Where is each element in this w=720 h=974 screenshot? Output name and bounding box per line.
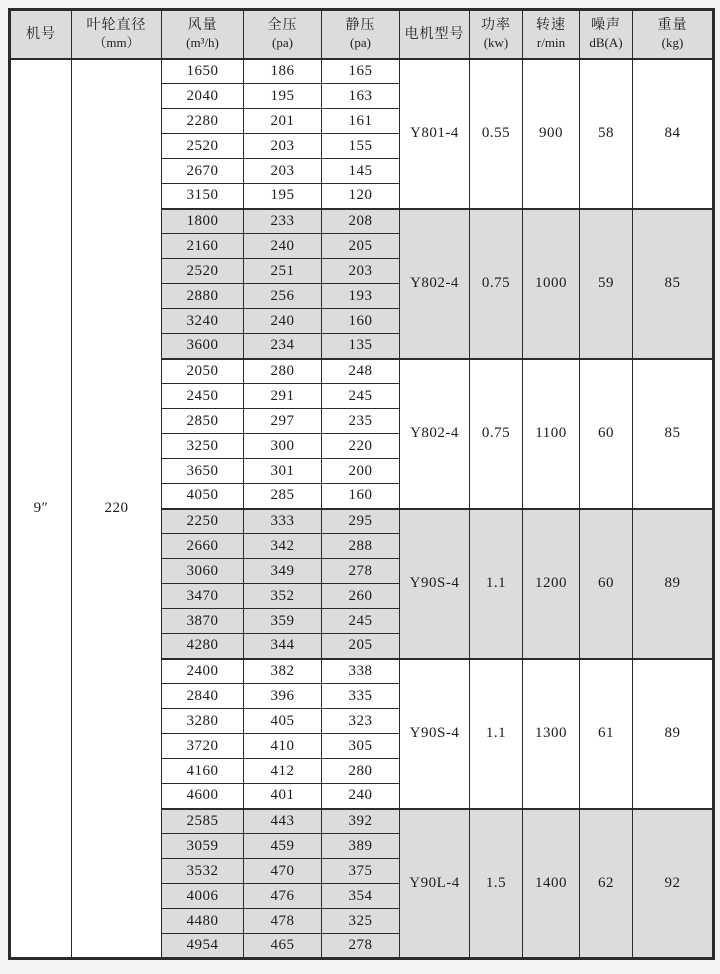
- air-volume-cell: 2670: [162, 159, 244, 184]
- power-cell: 1.5: [470, 809, 523, 959]
- static-pressure-cell: 203: [322, 259, 400, 284]
- noise-cell: 60: [580, 509, 633, 659]
- column-header-unit: (m³/h): [186, 34, 219, 50]
- weight-cell: 85: [633, 209, 714, 359]
- air-volume-cell: 2850: [162, 409, 244, 434]
- total-pressure-cell: 349: [244, 559, 322, 584]
- air-volume-cell: 4480: [162, 909, 244, 934]
- motor-model-cell: Y801-4: [400, 59, 470, 209]
- total-pressure-cell: 300: [244, 434, 322, 459]
- noise-cell: 59: [580, 209, 633, 359]
- total-pressure-cell: 233: [244, 209, 322, 234]
- air-volume-cell: 4600: [162, 784, 244, 809]
- total-pressure-cell: 291: [244, 384, 322, 409]
- column-header-speed: [523, 10, 580, 59]
- air-volume-cell: 2585: [162, 809, 244, 834]
- air-volume-cell: 2050: [162, 359, 244, 384]
- total-pressure-cell: 195: [244, 184, 322, 209]
- static-pressure-cell: 278: [322, 559, 400, 584]
- static-pressure-cell: 278: [322, 934, 400, 959]
- air-volume-cell: 3240: [162, 309, 244, 334]
- total-pressure-cell: 396: [244, 684, 322, 709]
- total-pressure-cell: 412: [244, 759, 322, 784]
- impeller-diameter-cell: 220: [72, 59, 162, 959]
- total-pressure-cell: 465: [244, 934, 322, 959]
- static-pressure-cell: 160: [322, 484, 400, 509]
- static-pressure-cell: 260: [322, 584, 400, 609]
- static-pressure-cell: 155: [322, 134, 400, 159]
- power-cell: 0.75: [470, 359, 523, 509]
- table-body: [10, 59, 714, 959]
- air-volume-cell: 3280: [162, 709, 244, 734]
- total-pressure-cell: 234: [244, 334, 322, 359]
- air-volume-cell: 2040: [162, 84, 244, 109]
- speed-cell: 1200: [523, 509, 580, 659]
- total-pressure-cell: 195: [244, 84, 322, 109]
- air-volume-cell: 2880: [162, 284, 244, 309]
- air-volume-cell: 2520: [162, 259, 244, 284]
- total-pressure-cell: 201: [244, 109, 322, 134]
- column-header-unit: （mm）: [93, 34, 140, 50]
- column-header-unit: (kg): [661, 34, 684, 50]
- air-volume-cell: 2160: [162, 234, 244, 259]
- static-pressure-cell: 354: [322, 884, 400, 909]
- static-pressure-cell: 120: [322, 184, 400, 209]
- static-pressure-cell: 389: [322, 834, 400, 859]
- static-pressure-cell: 163: [322, 84, 400, 109]
- air-volume-cell: 4954: [162, 934, 244, 959]
- column-header-unit: (kw): [483, 34, 509, 50]
- column-header-label: 叶轮直径: [86, 18, 147, 34]
- air-volume-cell: 2660: [162, 534, 244, 559]
- static-pressure-cell: 208: [322, 209, 400, 234]
- static-pressure-cell: 305: [322, 734, 400, 759]
- total-pressure-cell: 285: [244, 484, 322, 509]
- air-volume-cell: 4050: [162, 484, 244, 509]
- total-pressure-cell: 240: [244, 309, 322, 334]
- column-header-weight: [633, 10, 714, 59]
- motor-model-cell: Y802-4: [400, 359, 470, 509]
- column-header-machine-no: [10, 10, 72, 59]
- total-pressure-cell: 256: [244, 284, 322, 309]
- column-header-label: 机号: [26, 26, 56, 42]
- column-header-unit: r/min: [536, 34, 566, 50]
- table-row: [10, 59, 714, 84]
- air-volume-cell: 2400: [162, 659, 244, 684]
- power-cell: 1.1: [470, 659, 523, 809]
- total-pressure-cell: 280: [244, 359, 322, 384]
- air-volume-cell: 2840: [162, 684, 244, 709]
- column-header-label: 静压: [345, 18, 376, 34]
- static-pressure-cell: 288: [322, 534, 400, 559]
- total-pressure-cell: 203: [244, 134, 322, 159]
- column-header-unit: (pa): [350, 34, 371, 50]
- total-pressure-cell: 301: [244, 459, 322, 484]
- total-pressure-cell: 352: [244, 584, 322, 609]
- total-pressure-cell: 344: [244, 634, 322, 659]
- static-pressure-cell: 295: [322, 509, 400, 534]
- column-header-air-volume: [162, 10, 244, 59]
- total-pressure-cell: 443: [244, 809, 322, 834]
- air-volume-cell: 2280: [162, 109, 244, 134]
- air-volume-cell: 2450: [162, 384, 244, 409]
- static-pressure-cell: 280: [322, 759, 400, 784]
- total-pressure-cell: 342: [244, 534, 322, 559]
- air-volume-cell: 1800: [162, 209, 244, 234]
- column-header-impeller-diameter: [72, 10, 162, 59]
- total-pressure-cell: 470: [244, 859, 322, 884]
- column-header-label: 全压: [267, 18, 298, 34]
- total-pressure-cell: 333: [244, 509, 322, 534]
- static-pressure-cell: 135: [322, 334, 400, 359]
- air-volume-cell: 1650: [162, 59, 244, 84]
- column-header-unit: dB(A): [589, 34, 623, 50]
- motor-model-cell: Y90S-4: [400, 509, 470, 659]
- speed-cell: 900: [523, 59, 580, 209]
- air-volume-cell: 3600: [162, 334, 244, 359]
- noise-cell: 61: [580, 659, 633, 809]
- column-header-static-pressure: [322, 10, 400, 59]
- column-header-label: 功率: [481, 18, 511, 34]
- speed-cell: 1100: [523, 359, 580, 509]
- static-pressure-cell: 325: [322, 909, 400, 934]
- weight-cell: 84: [633, 59, 714, 209]
- weight-cell: 89: [633, 509, 714, 659]
- column-header-total-pressure: [244, 10, 322, 59]
- total-pressure-cell: 410: [244, 734, 322, 759]
- total-pressure-cell: 382: [244, 659, 322, 684]
- weight-cell: 92: [633, 809, 714, 959]
- total-pressure-cell: 359: [244, 609, 322, 634]
- air-volume-cell: 4280: [162, 634, 244, 659]
- static-pressure-cell: 161: [322, 109, 400, 134]
- motor-model-cell: Y802-4: [400, 209, 470, 359]
- static-pressure-cell: 245: [322, 609, 400, 634]
- power-cell: 1.1: [470, 509, 523, 659]
- air-volume-cell: 3650: [162, 459, 244, 484]
- air-volume-cell: 3720: [162, 734, 244, 759]
- column-header-label: 重量: [657, 18, 688, 34]
- static-pressure-cell: 205: [322, 234, 400, 259]
- speed-cell: 1400: [523, 809, 580, 959]
- air-volume-cell: 3150: [162, 184, 244, 209]
- fan-spec-table: [8, 8, 715, 960]
- total-pressure-cell: 203: [244, 159, 322, 184]
- air-volume-cell: 3470: [162, 584, 244, 609]
- air-volume-cell: 2250: [162, 509, 244, 534]
- air-volume-cell: 3250: [162, 434, 244, 459]
- static-pressure-cell: 200: [322, 459, 400, 484]
- static-pressure-cell: 375: [322, 859, 400, 884]
- static-pressure-cell: 205: [322, 634, 400, 659]
- column-header-label: 风量: [187, 18, 218, 34]
- static-pressure-cell: 248: [322, 359, 400, 384]
- total-pressure-cell: 297: [244, 409, 322, 434]
- static-pressure-cell: 235: [322, 409, 400, 434]
- total-pressure-cell: 401: [244, 784, 322, 809]
- column-header-power: [470, 10, 523, 59]
- total-pressure-cell: 240: [244, 234, 322, 259]
- total-pressure-cell: 459: [244, 834, 322, 859]
- static-pressure-cell: 193: [322, 284, 400, 309]
- static-pressure-cell: 323: [322, 709, 400, 734]
- speed-cell: 1300: [523, 659, 580, 809]
- column-header-noise: [580, 10, 633, 59]
- air-volume-cell: 2520: [162, 134, 244, 159]
- static-pressure-cell: 245: [322, 384, 400, 409]
- column-header-motor-model: [400, 10, 470, 59]
- column-header-label: 转速: [536, 18, 566, 34]
- air-volume-cell: 4160: [162, 759, 244, 784]
- power-cell: 0.75: [470, 209, 523, 359]
- motor-model-cell: Y90L-4: [400, 809, 470, 959]
- total-pressure-cell: 186: [244, 59, 322, 84]
- total-pressure-cell: 478: [244, 909, 322, 934]
- static-pressure-cell: 165: [322, 59, 400, 84]
- total-pressure-cell: 251: [244, 259, 322, 284]
- weight-cell: 89: [633, 659, 714, 809]
- static-pressure-cell: 160: [322, 309, 400, 334]
- total-pressure-cell: 476: [244, 884, 322, 909]
- air-volume-cell: 3532: [162, 859, 244, 884]
- noise-cell: 62: [580, 809, 633, 959]
- power-cell: 0.55: [470, 59, 523, 209]
- static-pressure-cell: 338: [322, 659, 400, 684]
- header-row: [10, 10, 714, 59]
- air-volume-cell: 3870: [162, 609, 244, 634]
- column-header-label: 噪声: [591, 18, 621, 34]
- air-volume-cell: 4006: [162, 884, 244, 909]
- table-header: [10, 10, 714, 59]
- static-pressure-cell: 220: [322, 434, 400, 459]
- speed-cell: 1000: [523, 209, 580, 359]
- weight-cell: 85: [633, 359, 714, 509]
- static-pressure-cell: 335: [322, 684, 400, 709]
- air-volume-cell: 3059: [162, 834, 244, 859]
- column-header-unit: (pa): [272, 34, 293, 50]
- machine-number-cell: 9″: [10, 59, 72, 959]
- air-volume-cell: 3060: [162, 559, 244, 584]
- noise-cell: 60: [580, 359, 633, 509]
- total-pressure-cell: 405: [244, 709, 322, 734]
- column-header-label: 电机型号: [404, 26, 465, 42]
- noise-cell: 58: [580, 59, 633, 209]
- motor-model-cell: Y90S-4: [400, 659, 470, 809]
- static-pressure-cell: 145: [322, 159, 400, 184]
- static-pressure-cell: 240: [322, 784, 400, 809]
- static-pressure-cell: 392: [322, 809, 400, 834]
